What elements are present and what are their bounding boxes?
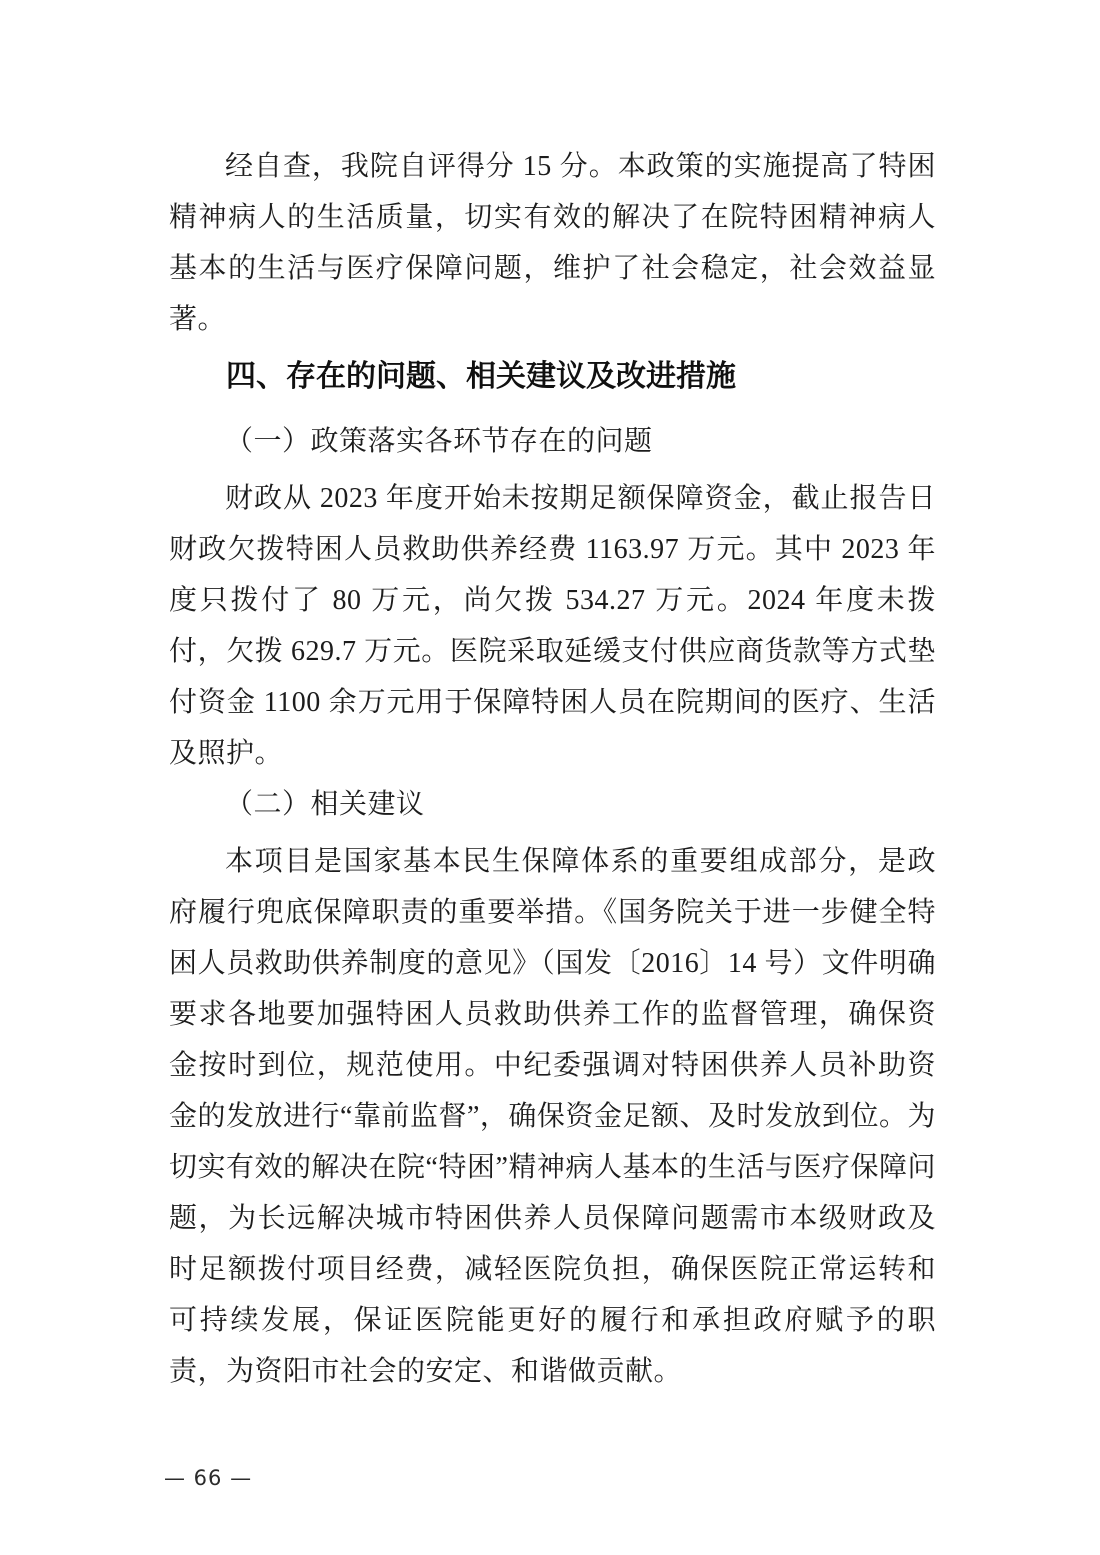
section-heading: 四、存在的问题、相关建议及改进措施 (226, 360, 736, 393)
subsection-heading: （一）政策落实各环节存在的问题 (225, 426, 653, 457)
subsection-heading: （二）相关建议 (225, 789, 425, 820)
document-content (169, 141, 936, 1397)
page-number: — 66 — (164, 1466, 253, 1490)
body-paragraph: 财政从 2023 年度开始未按期足额保障资金，截止报告日财政欠拨特困人员救助供养经费 1163.97 万元。其中 2023 年度只拨付了 80 万元，尚欠拨 534.27 万元。2024 年度未拨付，欠拨 629.7 万元。医院采取延缓支付供应商货款等方式垫付资金 1100 余万元用于保障特困人员在院期间的医疗、生活及照护。 (169, 483, 936, 769)
body-paragraph: 经自查，我院自评得分 15 分。本政策的实施提高了特困精神病人的生活质量，切实有效的解决了在院特困精神病人基本的生活与医疗保障问题，维护了社会稳定，社会效益显著。 (169, 151, 936, 335)
body-paragraph: 本项目是国家基本民生保障体系的重要组成部分，是政府履行兜底保障职责的重要举措。《国务院关于进一步健全特困人员救助供养制度的意见》（国发〔2016〕14 号）文件明确要求各地要加强特困人员救助供养工作的监督管理，确保资金按时到位，规范使用。中纪委强调对特困供养人员补助资金的发放进行“靠前监督”，确保资金足额、及时发放到位。为切实有效的解决在院“特困”精神病人基本的生活与医疗保障问题，为长远解决城市特困供养人员保障问题需市本级财政及时足额拨付项目经费，减轻医院负担，确保医院正常运转和可持续发展，保证医院能更好的履行和承担政府赋予的职责，为资阳市社会的安定、和谐做贡献。 (169, 846, 936, 1387)
